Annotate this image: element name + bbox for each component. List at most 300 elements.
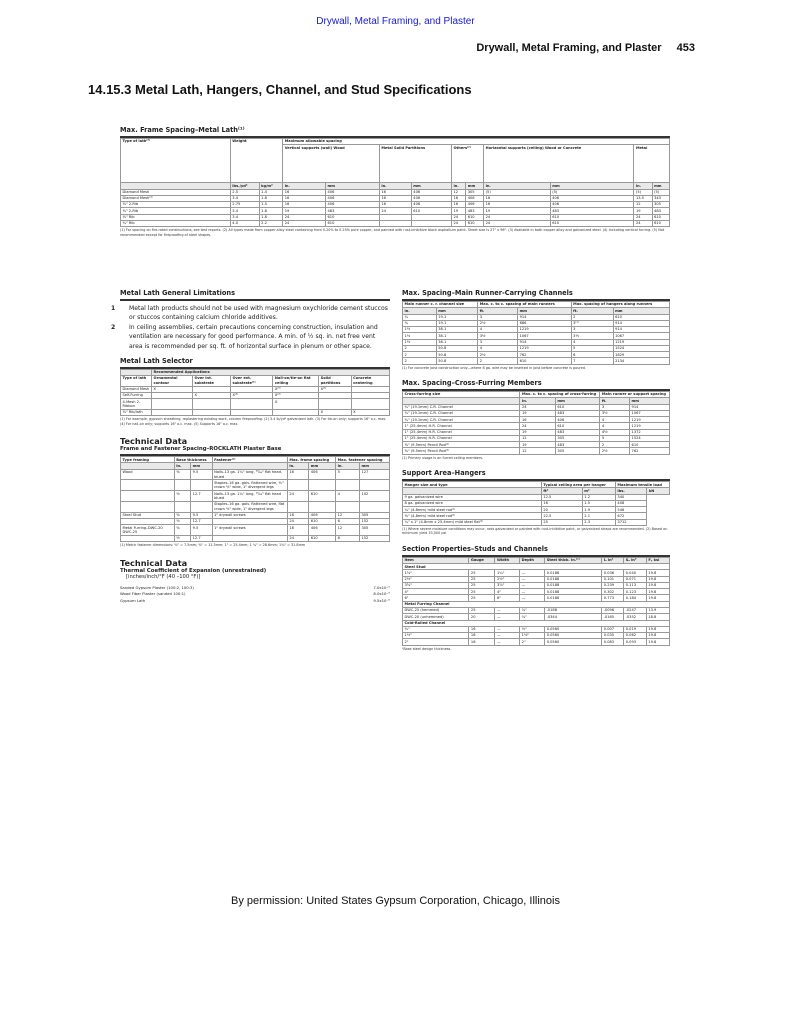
studs-header: Sₓ in³ [624, 557, 647, 563]
selector-row [121, 410, 390, 416]
cross-unit: mm [555, 398, 599, 404]
cross-unit: mm [630, 398, 670, 404]
fastener-cell: 610 [309, 491, 336, 502]
runner-cell: 2134 [613, 358, 669, 364]
studs-cell: 6" [495, 595, 520, 601]
right-column [402, 289, 670, 651]
fastener-cell: 4 [336, 491, 360, 502]
fastener-row [121, 491, 390, 502]
frame-cell: 16 [283, 189, 326, 195]
studs-cell: 0.0560 [545, 633, 602, 639]
crossfurring-row [403, 448, 670, 454]
frame-cell: 24 [634, 214, 652, 220]
frame-cell: 1.5 [259, 202, 283, 208]
runner-table [402, 301, 670, 365]
hangers-col-size: Hanger size and type [403, 482, 542, 488]
runner-cell: 610 [518, 358, 572, 364]
selector-cell: 4-Mesh 2-Ribbon [121, 399, 152, 410]
scanned-reference-page [111, 126, 670, 876]
crossfurring-cell: 1" (25.4mm) H.R. Channel [403, 435, 520, 441]
frame-cell: 16 [379, 202, 411, 208]
fastener-cell [191, 480, 212, 491]
fastener-unit: in. [174, 463, 190, 469]
frame-cell: 3.4 [230, 195, 259, 201]
studs-cell: — [495, 639, 520, 645]
frame-unit: in. [634, 183, 652, 189]
frame-cell: 4.0 [230, 220, 259, 226]
crossfurring-cell: 1372 [630, 429, 670, 435]
frame-cell: 406 [466, 195, 484, 201]
studs-cell: 16 [469, 633, 495, 639]
crossfurring-cell: 12 [520, 435, 555, 441]
limitation-item [111, 304, 390, 322]
frame-unit: mm [411, 183, 451, 189]
studs-header: Item [403, 557, 469, 563]
expansion-value: 9.5x10⁻⁶ [373, 597, 390, 603]
crossfurring-cell: ¾" (19.1mm) C.R. Channel [403, 410, 520, 416]
crossfurring-cell: 483 [555, 410, 599, 416]
runner-cell: 1067 [613, 333, 669, 339]
crossfurring-cell: 305 [555, 435, 599, 441]
crossfurring-cell: ¾" (19.1mm) C.R. Channel [403, 404, 520, 410]
frame-spacing-note: (1) For spacing on fire-rated constructions, see test reports. (2) All types made from copper alloy steel containing from 0.20% to 0.25% pure copper, and painted with rust-inhibitive black asphaltum paint. Sheet size is 27" x 96". (3) Available in both copper alloy and galvanized steel. (4) Including vertical furring. (5) Not recommended except for fireproofing of steel shapes. [120, 228, 665, 237]
hangers-cell: 20 [541, 507, 582, 513]
crossfurring-cell: 1" (25.4mm) H.R. Channel [403, 423, 520, 429]
frame-cell: 406 [411, 202, 451, 208]
studs-group-name: Cold-Rolled Channel [403, 620, 670, 626]
hangers-unit: ft² [541, 488, 582, 494]
studs-cell: 0.036 [602, 570, 624, 576]
fastener-cell: 9.5 [191, 525, 212, 536]
studs-cell: 0.0188 [545, 582, 602, 588]
fastener-cell: 5 [336, 469, 360, 480]
crossfurring-cell: ¾" (19.1mm) C.R. Channel [403, 417, 520, 423]
studs-cell: — [520, 582, 545, 588]
expansion-row [120, 598, 390, 604]
hangers-table [402, 481, 670, 526]
crossfurring-cell: ⅜" (9.5mm) Pencil Rod⁽¹⁾ [403, 448, 520, 454]
selector-cell [152, 399, 193, 410]
fastener-cell: 1" drywall screws [212, 525, 287, 536]
frame-cell: ⅜" 2-Rib [121, 202, 231, 208]
selector-header: Ornamental contour [152, 375, 193, 386]
studs-cell: 20 [469, 614, 495, 620]
crossfurring-cell: 305 [555, 448, 599, 454]
runner-cell: 686 [518, 320, 572, 326]
fastener-cell: 127 [359, 469, 389, 480]
runner-cell: 914 [613, 320, 669, 326]
studs-row [403, 639, 670, 645]
studs-cell: 19.8 [646, 639, 669, 645]
limitation-text: Metal lath products should not be used with magnesium oxychloride cement stuccos or stuccos containing calcium chloride additives. [129, 305, 388, 322]
crossfurring-note: (1) Primary usage is on furred ceiling members. [402, 455, 484, 460]
fastener-cell: 12.7 [191, 491, 212, 502]
selector-table [120, 369, 390, 417]
fastener-cell [287, 480, 308, 491]
studs-cell: 0.062 [624, 633, 647, 639]
frame-cell: 406 [550, 202, 634, 208]
fastener-cell: Nails–13 ga. 1¼" long, ¹⁹⁄₆₄" flat head, blued [212, 469, 287, 480]
fastener-cell: 610 [309, 535, 336, 541]
studs-cell: 0.0188 [545, 576, 602, 582]
fastener-cell [336, 501, 360, 512]
runner-cell: 4 [478, 345, 518, 351]
frame-cell: 1.8 [259, 208, 283, 214]
studs-cell: DWC-25 (hemmed) [403, 607, 469, 613]
limitation-item [111, 323, 390, 350]
page-footer: By permission: United States Gypsum Corporation, Chicago, Illinois [231, 895, 560, 907]
studs-cell: .0344 [545, 614, 602, 620]
frame-col-metal-solid: Metal Solid Partitions [379, 145, 451, 183]
studs-table [402, 557, 670, 646]
studs-cell: 25 [469, 607, 495, 613]
tech2-subtitle: Thermal Coefficient of Expansion (unrestrained) [120, 567, 267, 574]
runner-cell: 3 [478, 339, 518, 345]
fastener-row [121, 480, 390, 491]
studs-cell: — [520, 576, 545, 582]
selector-group-header: Recommended Applications [152, 369, 390, 375]
fastener-cell [191, 501, 212, 512]
frame-cell: 406 [466, 202, 484, 208]
studs-cell: 0.123 [624, 589, 647, 595]
hangers-cell: 1.9 [582, 507, 615, 513]
selector-header: Over int. substrate [192, 375, 230, 386]
studs-cell: 2½" [495, 576, 520, 582]
crossfurring-cell: 16 [520, 417, 555, 423]
frame-cell: 16 [379, 195, 411, 201]
frame-cell: 19 [451, 208, 465, 214]
frame-cell: (5) [652, 189, 669, 195]
fastener-cell: Nails–13 ga. 1¼" long, ¹⁹⁄₆₄" flat head blued [212, 491, 287, 502]
hangers-cell: ¼" x 1" (4.8mm x 25.4mm) mild steel flat⁽¹⁾ [403, 519, 542, 525]
fastener-cell: 12.7 [191, 518, 212, 524]
fastener-cell [121, 501, 175, 512]
frame-cell: Diamond Mesh [121, 189, 231, 195]
frame-cell: 16 [283, 195, 326, 201]
tech1-title: Technical Data [120, 436, 188, 447]
runner-cell: 1219 [518, 327, 572, 333]
runner-cell: 914 [518, 339, 572, 345]
runner-unit: mm [436, 308, 477, 314]
selector-header: Over ext. substrate⁽¹⁾ [230, 375, 272, 386]
studs-cell: 0.773 [602, 595, 624, 601]
fastener-unit: mm [191, 463, 212, 469]
crossfurring-cell: ⅜" (9.5mm) Pencil Rod⁽¹⁾ [403, 442, 520, 448]
crossfurring-cell: 1" (25.4mm) H.R. Channel [403, 429, 520, 435]
studs-cell: — [495, 614, 520, 620]
fastener-cell: 152 [359, 535, 389, 541]
crossfurring-cell: 610 [630, 442, 670, 448]
page-number: 453 [676, 42, 695, 54]
fastener-cell: Staples–16 ga. galv. flattened wire, flat crown ⅗" wide, 1" divergent legs [212, 501, 287, 512]
fastener-cell: ½ [174, 518, 190, 524]
runner-cell: 2 [403, 358, 437, 364]
selector-cell [319, 399, 352, 410]
frame-unit: in. [484, 183, 551, 189]
studs-cell: ⅞" [520, 607, 545, 613]
hangers-cell: 546 [615, 507, 647, 513]
selector-cell [192, 410, 230, 416]
selector-cell: Diamond Mesh [121, 386, 152, 392]
fastener-note: (1) Metric fastener dimensions: ⅜" = 7.5mm; ⅜" = 11.5mm; 1" = 25.4mm; 1 ¼" = 28.6mm; 1¾" = 31.8mm [120, 543, 306, 548]
frame-spacing-section [120, 126, 670, 237]
frame-unit: mm [652, 183, 669, 189]
frame-cell: (5) [550, 189, 634, 195]
hangers-unit: m² [582, 488, 615, 494]
crossfurring-cell: 406 [555, 417, 599, 423]
hangers-cell: 3712 [615, 519, 647, 525]
fastener-cell: 610 [309, 518, 336, 524]
frame-cell: 2.5 [230, 189, 259, 195]
runner-note: (1) For concrete joist construction only—where 8 ga. wire may be inserted in joist before concrete is poured. [402, 365, 586, 370]
studs-cell: 0.0188 [545, 589, 602, 595]
hangers-cell: ⅜" (4.8mm) mild steel rod⁽¹⁾ [403, 513, 542, 519]
frame-cell: 406 [326, 202, 380, 208]
runner-cell: 4 [571, 339, 613, 345]
crossfurring-cell: 3 [600, 404, 630, 410]
fastener-cell: Wood [121, 469, 175, 480]
frame-cell: 343 [652, 195, 669, 201]
frame-unit: in. [283, 183, 326, 189]
fastener-col-frame: Max. frame spacing [287, 457, 335, 463]
runner-cell: 38.1 [436, 333, 477, 339]
studs-cell: ¾" [403, 626, 469, 632]
frame-cell: 24 [634, 220, 652, 226]
studs-cell: .0188 [545, 607, 602, 613]
crossfurring-cell: 19 [520, 410, 555, 416]
crossfurring-cell: 24 [520, 423, 555, 429]
runner-cell: 2½ [478, 352, 518, 358]
frame-col-horiz: Horizontal supports (ceiling) Wood or Concrete [484, 145, 634, 183]
frame-cell: 483 [652, 208, 669, 214]
runner-cell: 610 [613, 314, 669, 320]
studs-cell: 13.9 [646, 607, 669, 613]
crossfurring-cell: 19 [520, 429, 555, 435]
frame-cell: 19 [484, 208, 551, 214]
crossfurring-cell: 610 [555, 423, 599, 429]
selector-cell: X [351, 410, 389, 416]
studs-cell: 19.8 [646, 633, 669, 639]
runner-cell: 38.1 [436, 327, 477, 333]
studs-cell: — [520, 595, 545, 601]
frame-cell: 16 [283, 202, 326, 208]
frame-unit: mm [466, 183, 484, 189]
fastener-cell [309, 480, 336, 491]
crossfurring-cell: 1067 [630, 410, 670, 416]
runner-unit: in. [403, 308, 437, 314]
fastener-cell: 24 [287, 535, 308, 541]
crossfurring-cell: 3½ [600, 410, 630, 416]
frame-unit: kg/m² [259, 183, 283, 189]
fastener-unit: mm [309, 463, 336, 469]
studs-cell: 2½" [403, 576, 469, 582]
fastener-row [121, 501, 390, 512]
runner-unit: ft. [478, 308, 518, 314]
crossfurring-table [402, 391, 670, 455]
frame-cell: 24 [379, 208, 411, 214]
studs-header: Depth [520, 557, 545, 563]
selector-note: (1) For example, gypsum sheathing, replastering existing work, column fireproofing. (2) 3.4 lb/yd² galvanized lath. (3) For tie-on only; supports 16" o.c. max. (4) For nail-on only; supports 16" o.c. max. (5) Supports 16" o.c. max. [120, 417, 387, 426]
runner-row [403, 358, 670, 364]
selector-cell [192, 399, 230, 410]
studs-cell: 1½" [520, 633, 545, 639]
studs-cell: 0.101 [602, 576, 624, 582]
tech2-title: Technical Data [120, 557, 188, 568]
selector-header: Concrete centering [351, 375, 389, 386]
frame-unit: in. [451, 183, 465, 189]
studs-cell: .0247 [624, 607, 647, 613]
fastener-cell: 102 [359, 491, 389, 502]
crossfurring-cell: 1524 [630, 435, 670, 441]
studs-cell: 0.113 [624, 582, 647, 588]
frame-cell: 1.8 [259, 214, 283, 220]
fastener-cell: Staples–16 ga. galv. flattened wire, ⅗" crown ⅗" wide, 1" divergent legs [212, 480, 287, 491]
frame-cell: 305 [466, 189, 484, 195]
studs-header: Iₓ in⁴ [602, 557, 624, 563]
crossfurring-cell: 483 [555, 429, 599, 435]
fastener-cell [174, 501, 190, 512]
runner-cell: 3 [571, 327, 613, 333]
runner-cell: 2 [403, 345, 437, 351]
fastener-cell: ⅜ [174, 525, 190, 536]
frame-cell: 1.8 [259, 195, 283, 201]
runner-cell: ¾ [403, 314, 437, 320]
runner-cell: 914 [518, 314, 572, 320]
selector-cell [230, 410, 272, 416]
fastener-cell: 9.5 [191, 469, 212, 480]
frame-row [121, 220, 670, 226]
fastener-cell: 6 [336, 535, 360, 541]
studs-cell: 2" [403, 639, 469, 645]
frame-cell: 16 [451, 195, 465, 201]
runner-cell: 50.8 [436, 358, 477, 364]
runner-cell: 4 [478, 327, 518, 333]
hangers-cell: ¼" (4.8mm) mild steel rod⁽¹⁾ [403, 507, 542, 513]
fastener-unit: in. [287, 463, 308, 469]
cross-col-size: Cross-furring size [403, 392, 520, 398]
frame-unit: lbs./yd² [230, 183, 259, 189]
frame-cell: 305 [652, 202, 669, 208]
runner-col-spacing: Max. c. to c. spacing of main runners [478, 302, 571, 308]
cross-col-runner: Main runner or support spacing [600, 392, 670, 398]
selector-cell: Self-Furring [121, 392, 152, 398]
selector-header: Type of lath [121, 375, 152, 386]
selector-header: Nail-on/tie-on flat ceiling [273, 375, 319, 386]
hangers-unit: lbs. [615, 488, 647, 494]
frame-col-others: Others⁽²⁾ [451, 145, 483, 183]
studs-cell: 3⅝" [495, 582, 520, 588]
frame-cell: 3.4 [230, 214, 259, 220]
frame-spacing-title: Max. Frame Spacing–Metal Lath⁽¹⁾ [120, 126, 245, 134]
studs-cell: — [520, 589, 545, 595]
hangers-title: Support Area–Hangers [402, 469, 486, 478]
fastener-cell: 305 [359, 525, 389, 536]
runner-cell: 7 [571, 358, 613, 364]
runner-cell: 1829 [613, 352, 669, 358]
fastener-col-type: Type framing [121, 457, 175, 463]
frame-cell: 12 [634, 202, 652, 208]
fastener-cell: 1" drywall screws [212, 512, 287, 518]
frame-cell [411, 220, 451, 226]
studs-cell: 25 [469, 570, 495, 576]
cross-unit: ft. [600, 398, 630, 404]
studs-cell: 0.239 [602, 582, 624, 588]
selector-cell [152, 410, 193, 416]
fastener-cell [336, 480, 360, 491]
limitations-list [111, 304, 390, 351]
crossfurring-cell: 4 [600, 417, 630, 423]
frame-cell: 1.4 [259, 189, 283, 195]
fastener-cell: 16 [287, 469, 308, 480]
studs-header: Steel thick. in.⁽¹⁾ [545, 557, 602, 563]
hangers-cell: 22.5 [541, 513, 582, 519]
hangers-cell: 1.5 [582, 500, 615, 506]
runner-cell: 5 [571, 345, 613, 351]
expansion-list [120, 585, 390, 604]
fastener-cell: ½ [174, 491, 190, 502]
frame-cell: ⅜" 2-Rib [121, 208, 231, 214]
limitation-number: 1 [111, 305, 116, 312]
left-column [111, 289, 390, 604]
limitation-text: In ceiling assemblies, certain precautions concerning construction, insulation and ventilation are necessary for good performance. A min. of ½ sq. in. net free vent area is recommended per sq. ft. of horizontal surface in plenum or other space. [129, 324, 378, 350]
studs-cell: 1⅝" [403, 570, 469, 576]
fastener-cell: 406 [309, 469, 336, 480]
crossfurring-cell: 12 [520, 448, 555, 454]
fastener-cell: ⅜ [174, 469, 190, 480]
frame-cell: ¾" Rib [121, 220, 231, 226]
studs-cell: 1½" [403, 633, 469, 639]
frame-cell: 483 [466, 208, 484, 214]
studs-cell: 0.0188 [545, 595, 602, 601]
frame-col-weight: Weight [230, 139, 282, 183]
studs-cell: 25 [469, 576, 495, 582]
selector-cell [230, 399, 272, 410]
studs-cell: 1¼" [495, 570, 520, 576]
crossfurring-cell: 2 [600, 442, 630, 448]
studs-cell: 19.8 [646, 589, 669, 595]
frame-cell: 406 [411, 189, 451, 195]
fastener-cell [174, 480, 190, 491]
runner-cell: 2 [571, 314, 613, 320]
fastener-row [121, 469, 390, 480]
frame-cell: 610 [326, 220, 380, 226]
studs-cell: 0.0188 [545, 570, 602, 576]
runner-cell: 3 [478, 314, 518, 320]
tech1-subtitle: Frame and Fastener Spacing–ROCKLATH Plaster Base [120, 446, 282, 453]
frame-cell: 406 [326, 195, 380, 201]
frame-cell: 16 [451, 202, 465, 208]
runner-cell: 1½ [403, 333, 437, 339]
fastener-unit: in. [336, 463, 360, 469]
studs-cell: ⅞" [520, 614, 545, 620]
runner-unit: mm [613, 308, 669, 314]
frame-cell [379, 220, 411, 226]
runner-col-size: Main runner c. r. channel size [403, 302, 478, 308]
frame-cell: 24 [283, 214, 326, 220]
selector-cell: X⁽²⁾ [230, 392, 272, 398]
studs-cell: 0.007 [602, 626, 624, 632]
runner-cell: 1½ [403, 339, 437, 345]
hangers-row [403, 519, 670, 525]
header-link[interactable]: Drywall, Metal Framing, and Plaster [316, 16, 475, 27]
studs-cell: 19.8 [646, 595, 669, 601]
limitations-title: Metal Lath General Limitations [120, 289, 236, 297]
frame-col-vert: Vertical supports (wall) Wood [283, 145, 380, 183]
fastener-cell: 6 [336, 518, 360, 524]
fastener-unit: mm [359, 463, 389, 469]
frame-cell: 24 [283, 220, 326, 226]
runner-cell: 2½ [478, 320, 518, 326]
